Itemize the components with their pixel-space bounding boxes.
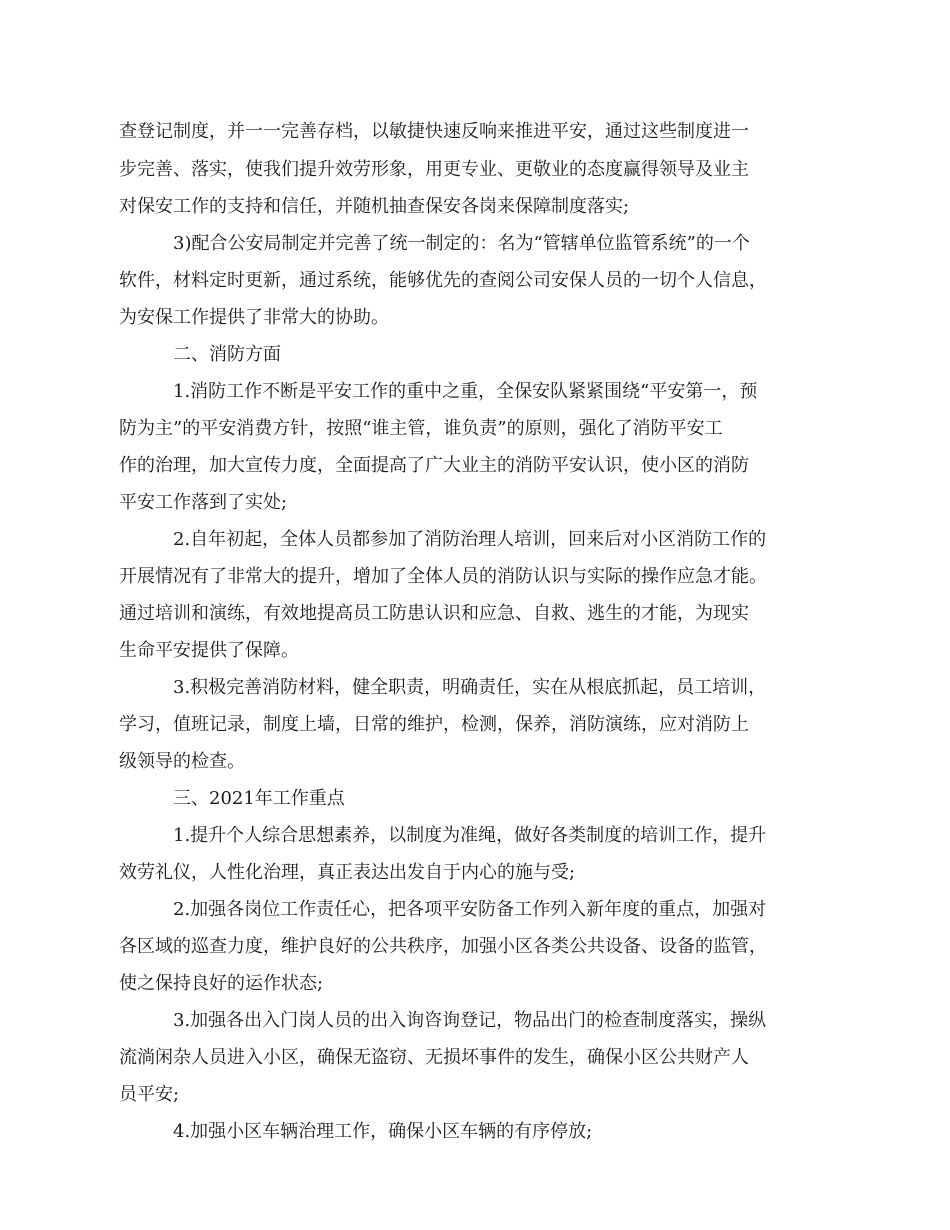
text-line: 查登记制度，并一一完善存档，以敏捷快速反响来推进平安，通过这些制度进一: [119, 121, 749, 142]
text-line: 为安保工作提供了非常大的协助。: [119, 307, 389, 328]
text-line: 2.自年初起，全体人员都参加了消防治理人培训，回来后对小区消防工作的: [173, 529, 767, 550]
text-line: 三、2021年工作重点: [173, 788, 345, 809]
text-line: 软件，材料定时更新，通过系统，能够优先的查阅公司安保人员的一切个人信息，: [119, 270, 767, 291]
text-line: 防为主”的平安消费方针，按照“谁主管，谁负责”的原则，强化了消防平安工: [119, 418, 723, 439]
text-line: 作的治理，加大宣传力度，全面提高了广大业主的消防平安认识，使小区的消防: [119, 455, 749, 476]
text-line: 平安工作落到了实处;: [119, 492, 288, 513]
text-line: 1.消防工作不断是平安工作的重中之重，全保安队紧紧围绕“平安第一，预: [173, 381, 758, 402]
text-line: 步完善、落实，使我们提升效劳形象，用更专业、更敬业的态度赢得领导及业主: [119, 159, 749, 180]
text-line: 4.加强小区车辆治理工作，确保小区车辆的有序停放;: [173, 1121, 593, 1142]
text-line: 生命平安提供了保障。: [119, 640, 299, 661]
text-line: 3.积极完善消防材料，健全职责，明确责任，实在从根底抓起，员工培训，: [173, 677, 767, 698]
text-line: 学习，值班记录，制度上墙，日常的维护，检测，保养，消防演练，应对消防上: [119, 714, 749, 735]
text-line: 员平安;: [119, 1084, 180, 1105]
text-line: 2.加强各岗位工作责任心，把各项平安防备工作列入新年度的重点，加强对: [173, 899, 767, 920]
text-line: 级领导的检查。: [119, 751, 245, 772]
text-line: 各区域的巡查力度，维护良好的公共秩序，加强小区各类公共设备、设备的监管，: [119, 936, 767, 957]
text-line: 3.加强各出入门岗人员的出入询咨询登记，物品出门的检查制度落实，操纵: [173, 1010, 767, 1031]
text-line: 1.提升个人综合思想素养，以制度为准绳，做好各类制度的培训工作，提升: [173, 825, 767, 846]
text-line: 通过培训和演练，有效地提高员工防患认识和应急、自救、逃生的才能，为现实: [119, 603, 749, 624]
text-line: 3)配合公安局制定并完善了统一制定的：名为“管辖单位监管系统”的一个: [173, 233, 750, 254]
text-line: 使之保持良好的运作状态;: [119, 973, 324, 994]
text-line: 开展情况有了非常大的提升，增加了全体人员的消防认识与实际的操作应急才能。: [119, 566, 767, 587]
text-line: 二、消防方面: [173, 344, 281, 365]
text-line: 效劳礼仪，人性化治理，真正表达出发自于内心的施与受;: [119, 862, 576, 883]
text-line: 流淌闲杂人员进入小区，确保无盗窃、无损坏事件的发生，确保小区公共财产人: [119, 1047, 749, 1068]
text-line: 对保安工作的支持和信任，并随机抽查保安各岗来保障制度落实;: [119, 196, 630, 217]
